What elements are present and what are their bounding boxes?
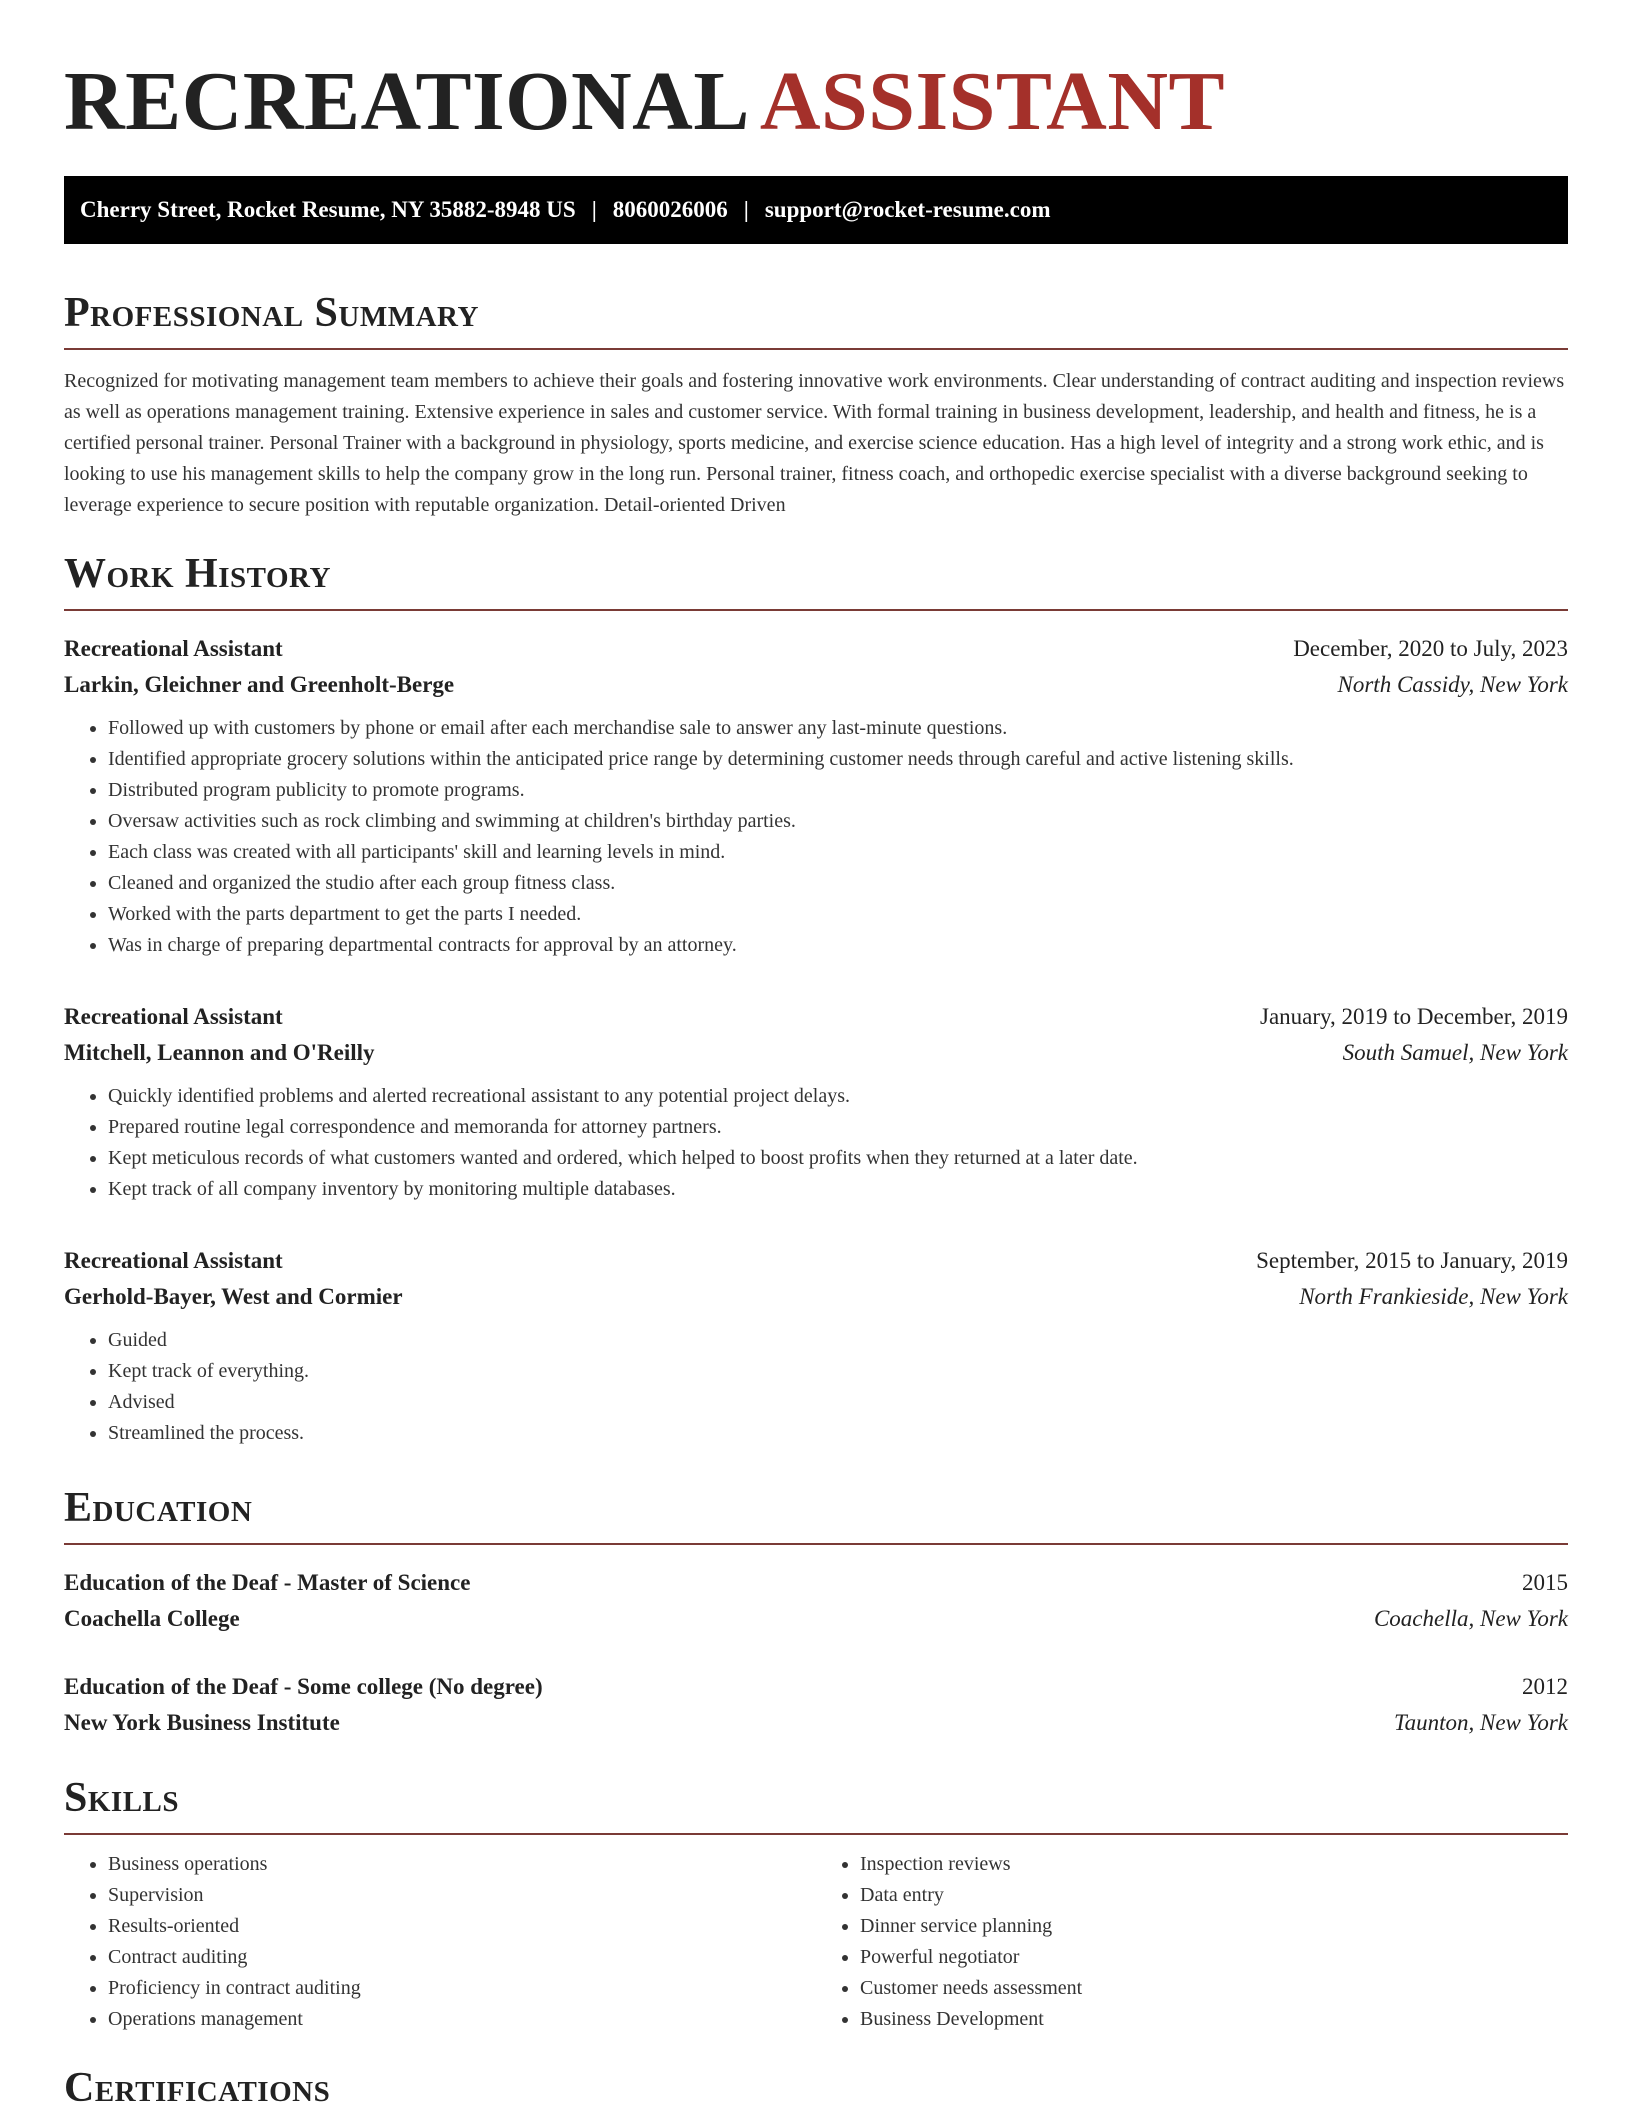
contact-separator: | (591, 197, 597, 222)
education-year: 2012 (1522, 1674, 1568, 1699)
summary-section (64, 288, 1568, 521)
skill-item: • Results-oriented (108, 1911, 816, 1942)
work-history-heading: Work History (64, 549, 1568, 611)
list-item: • Distributed program publicity to promote programs. (108, 775, 1568, 806)
summary-text: Recognized for motivating management team members to achieve their goals and fostering innovative work environments. Clear understanding of contract auditing and inspection reviews as well as operations management training. Extensive experience in sales and customer service. With formal training in business development, leadership, and health and fitness, he is a certified personal trainer. Personal Trainer with a background in physiology, sports medicine, and exercise science education. Has a high level of integrity and a strong work ethic, and is looking to use his management skills to help the company grow in the long run. Personal trainer, fitness coach, and orthopedic exercise specialist with a diverse background seeking to leverage experience to secure position with reputable organization. Detail-oriented Driven (64, 370, 1565, 516)
skills-list-left (64, 1849, 816, 2035)
certifications-heading: Certifications (64, 2065, 331, 2111)
summary-heading: Professional Summary (64, 288, 1568, 350)
contact-email[interactable]: support@rocket-resume.com (764, 197, 1051, 222)
skill-item: • Inspection reviews (860, 1849, 1568, 1880)
title-first-name: RECREATIONAL (64, 55, 750, 148)
contact-address: Cherry Street, Rocket Resume, NY 35882-8948 US (80, 197, 576, 222)
job-location: South Samuel, New York (1342, 1040, 1568, 1065)
job-position: Recreational Assistant (64, 1248, 283, 1273)
list-item: • Worked with the parts department to get the parts I needed. (108, 899, 1568, 930)
job-location: North Frankieside, New York (1299, 1284, 1568, 1309)
education-location: Coachella, New York (1373, 1606, 1568, 1631)
list-item: • Each class was created with all participants' skill and learning levels in mind. (108, 837, 1568, 868)
list-item: • Cleaned and organized the studio after each group fitness class. (108, 868, 1568, 899)
list-item: • Kept meticulous records of what customers wanted and ordered, which helped to boost profits when they returned at a later date. (108, 1143, 1568, 1174)
job-location: North Cassidy, New York (1337, 672, 1568, 697)
list-item: • Prepared routine legal correspondence and memoranda for attorney partners. (108, 1112, 1568, 1143)
job-bullets (64, 713, 1568, 961)
skill-item: • Data entry (860, 1880, 1568, 1911)
certifications-section (64, 2063, 1568, 2123)
job-company: Gerhold-Bayer, West and Cormier (64, 1284, 403, 1309)
job-bullets (64, 1081, 1568, 1205)
job-entry (64, 631, 1568, 961)
skill-item: • Business Development (860, 2004, 1568, 2035)
contact-separator: | (743, 197, 749, 222)
skill-item: • Supervision (108, 1880, 816, 1911)
skill-item: • Operations management (108, 2004, 816, 2035)
job-company: Larkin, Gleichner and Greenholt-Berge (64, 672, 455, 697)
list-item: • Quickly identified problems and alerted recreational assistant to any potential project delays. (108, 1081, 1568, 1112)
job-bullets (64, 1325, 1568, 1449)
skills-columns (64, 1849, 1568, 2035)
skill-item: • Proficiency in contract auditing (108, 1973, 816, 2004)
contact-phone: 8060026006 (612, 197, 728, 222)
education-location: Taunton, New York (1393, 1710, 1568, 1735)
education-degree: Education of the Deaf - Master of Science (64, 1570, 471, 1595)
education-school: New York Business Institute (64, 1710, 340, 1735)
skill-item: • Contract auditing (108, 1942, 816, 1973)
education-heading: Education (64, 1483, 1568, 1545)
work-history-section (64, 549, 1568, 1449)
job-dates: September, 2015 to January, 2019 (1256, 1248, 1568, 1273)
education-entry (64, 1669, 1568, 1741)
list-item: • Was in charge of preparing departmental contracts for approval by an attorney. (108, 930, 1568, 961)
education-section (64, 1483, 1568, 1741)
skills-section (64, 1773, 1568, 2035)
list-item: • Kept track of all company inventory by monitoring multiple databases. (108, 1174, 1568, 1205)
job-dates: December, 2020 to July, 2023 (1293, 636, 1568, 661)
job-company: Mitchell, Leannon and O'Reilly (64, 1040, 375, 1065)
skill-item: • Business operations (108, 1849, 816, 1880)
list-item: • Identified appropriate grocery solutions within the anticipated price range by determining customer needs through careful and active listening skills. (108, 744, 1568, 775)
skills-list-right (816, 1849, 1568, 2035)
list-item: • Oversaw activities such as rock climbing and swimming at children's birthday parties. (108, 806, 1568, 837)
list-item: • Streamlined the process. (108, 1418, 1568, 1449)
skill-item: • Dinner service planning (860, 1911, 1568, 1942)
list-item: • Guided (108, 1325, 1568, 1356)
job-entry (64, 999, 1568, 1205)
education-year: 2015 (1522, 1570, 1568, 1595)
education-school: Coachella College (64, 1606, 240, 1631)
skills-heading: Skills (64, 1773, 1568, 1835)
list-item: • Followed up with customers by phone or email after each merchandise sale to answer any last-minute questions. (108, 713, 1568, 744)
job-entry (64, 1243, 1568, 1449)
skill-item: • Customer needs assessment (860, 1973, 1568, 2004)
list-item: • Kept track of everything. (108, 1356, 1568, 1387)
education-degree: Education of the Deaf - Some college (No degree) (64, 1674, 543, 1699)
job-dates: January, 2019 to December, 2019 (1260, 1004, 1568, 1029)
job-position: Recreational Assistant (64, 1004, 283, 1029)
title-last-name: ASSISTANT (759, 55, 1226, 148)
resume-title (64, 0, 1568, 160)
education-entry (64, 1565, 1568, 1637)
skill-item: • Powerful negotiator (860, 1942, 1568, 1973)
contact-bar (64, 176, 1568, 244)
list-item: • Advised (108, 1387, 1568, 1418)
job-position: Recreational Assistant (64, 636, 283, 661)
